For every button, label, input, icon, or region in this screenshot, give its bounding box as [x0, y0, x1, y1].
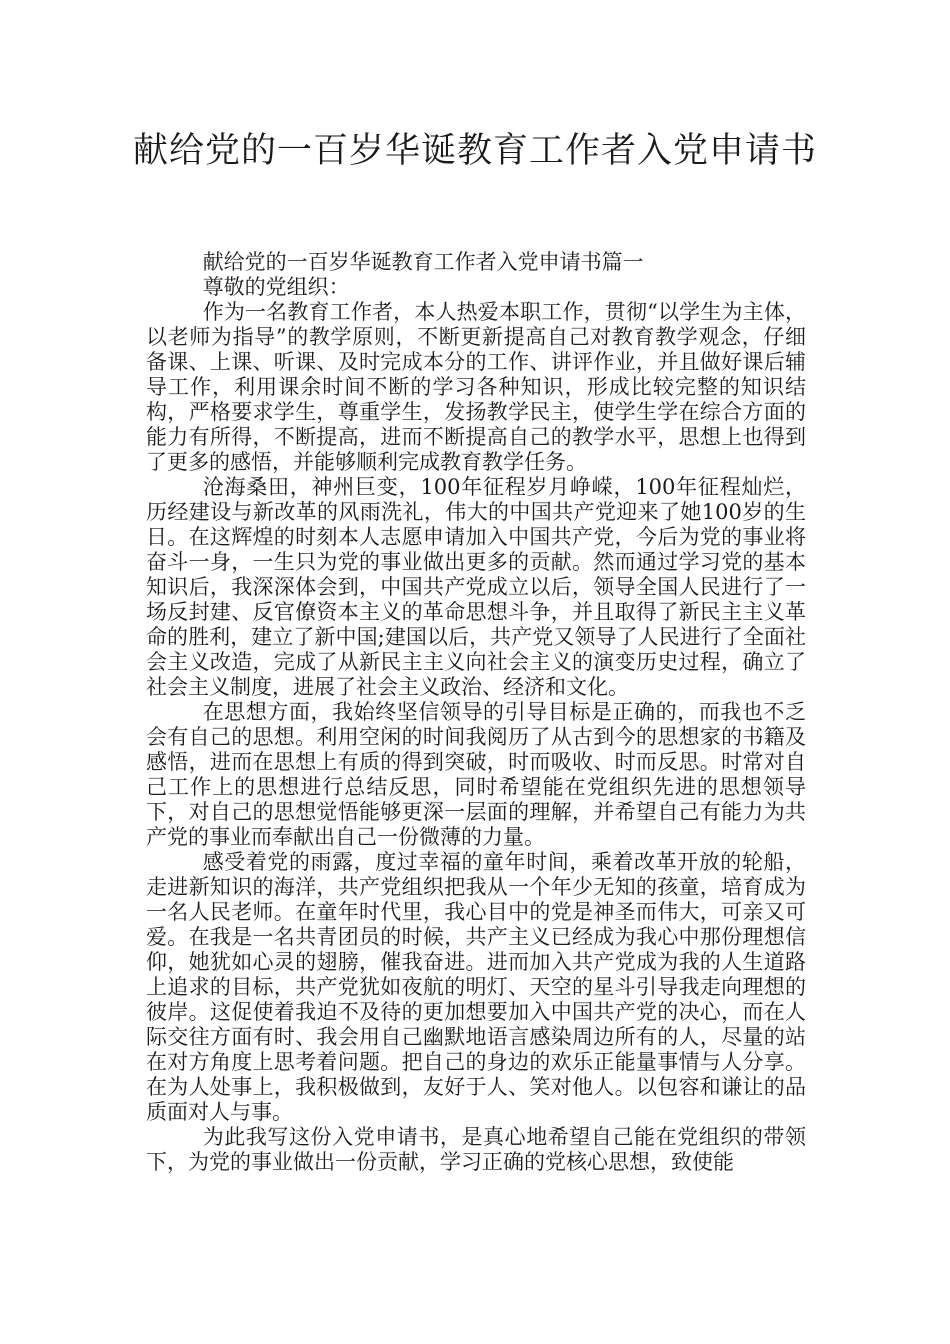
salutation: 尊敬的党组织： — [202, 275, 350, 299]
section-heading: 献给党的一百岁华诞教育工作者入党申请书篇一 — [202, 250, 644, 274]
body-paragraph-5: 为此我写这份入党申请书，是真心地希望自己能在党组织的带领下，为党的事业做出一份贡献，学习正确的党核心思想，致使能 — [146, 1125, 806, 1174]
body-paragraph-2: 沧海桑田，神州巨变，100年征程岁月峥嵘，100年征程灿烂，历经建设与新改革的风雨洗礼，伟大的中国共产党迎来了她100岁的生日。在这辉煌的时刻本人志愿申请加入中国共产党，今后为党的事业将奋斗一身，一生只为党的事业做出更多的贡献。然而通过学习党的基本知识后，我深深体会到，中国共产党成立以后，领导全国人民进行了一场反封建、反官僚资本主义的革命思想斗争，并且取得了新民主主义革命的胜利，建立了新中国;建国以后，共产党又领导了人民进行了全面社会主义改造，完成了从新民主主义向社会主义的演变历史过程，确立了社会主义制度，进展了社会主义政治、经济和文化。 — [146, 475, 806, 699]
document-body — [146, 250, 806, 1175]
body-paragraph-3: 在思想方面，我始终坚信领导的引导目标是正确的，而我也不乏会有自己的思想。利用空闲的时间我阅历了从古到今的思想家的书籍及感悟，进而在思想上有质的得到突破，时而吸收、时而反思。时常对自己工作上的思想进行总结反思，同时希望能在党组织先进的思想领导下，对自己的思想觉悟能够更深一层面的理解，并希望自己有能力为共产党的事业而奉献出自己一份微薄的力量。 — [146, 700, 806, 849]
body-paragraph-4: 感受着党的雨露，度过幸福的童年时间，乘着改革开放的轮船，走进新知识的海洋，共产党组织把我从一个年少无知的孩童，培育成为一名人民老师。在童年时代里，我心目中的党是神圣而伟大，可亲又可爱。在我是一名共青团员的时候，共产主义已经成为我心中那份理想信仰，她犹如心灵的翅膀，催我奋进。进而加入共产党成为我的人生道路上追求的目标，共产党犹如夜航的明灯、天空的星斗引导我走向理想的彼岸。这促使着我迫不及待的更加想要加入中国共产党的决心，而在人际交往方面有时、我会用自己幽默地语言感染周边所有的人，尽量的站在对方角度上思考着问题。把自己的身边的欢乐正能量事情与人分享。在为人处事上，我积极做到，友好于人、笑对他人。以包容和谦让的品质面对人与事。 — [146, 850, 806, 1124]
document-title: 献给党的一百岁华诞教育工作者入党申请书 — [132, 131, 817, 171]
body-paragraph-1: 作为一名教育工作者，本人热爱本职工作，贯彻“以学生为主体，以老师为指导”的教学原则，不断更新提高自己对教育教学观念，仔细备课、上课、听课、及时完成本分的工作、讲评作业，并且做好课后辅导工作，利用课余时间不断的学习各种知识，形成比较完整的知识结构，严格要求学生，尊重学生，发扬教学民主，使学生学在综合方面的能力有所得，不断提高，进而不断提高自己的教学水平，思想上也得到了更多的感悟，并能够顺利完成教育教学任务。 — [146, 300, 806, 474]
